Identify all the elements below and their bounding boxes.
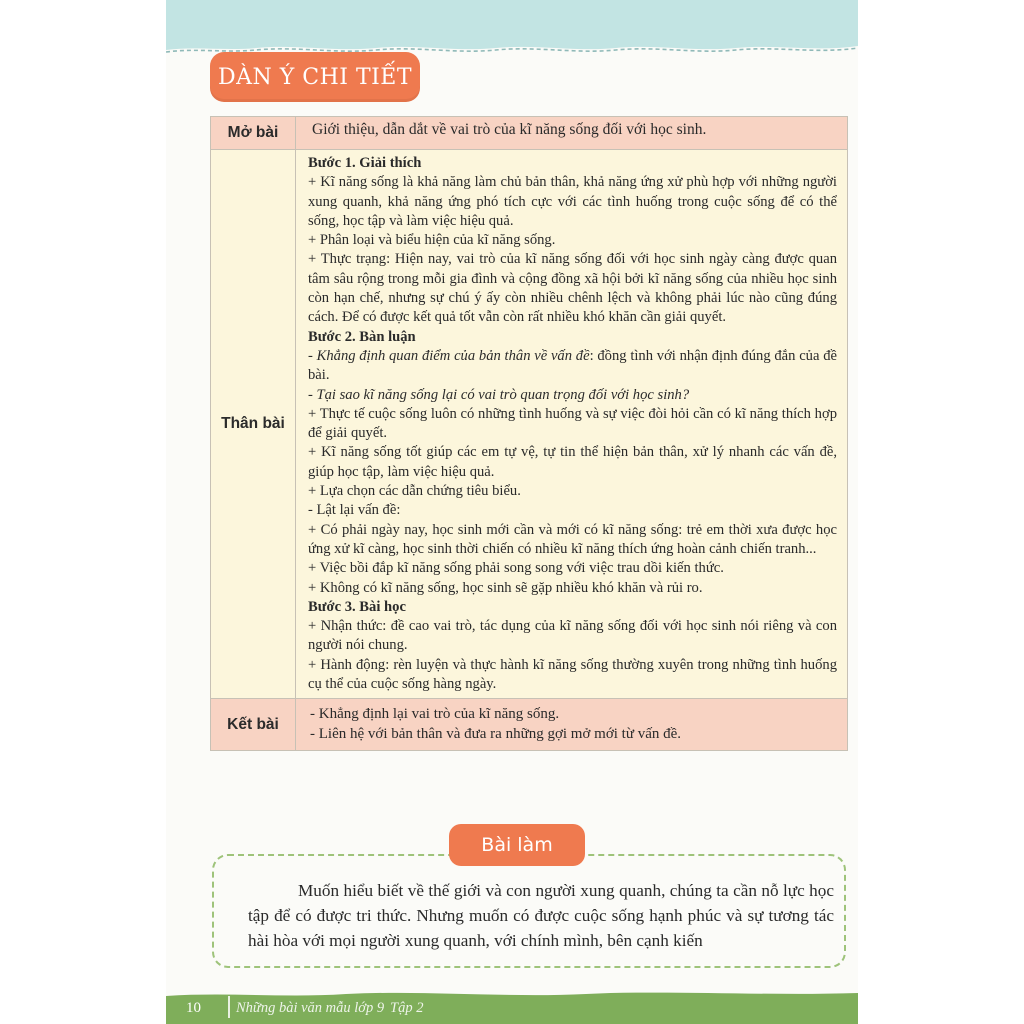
step-1-heading: Bước 1. Giải thích bbox=[308, 155, 422, 171]
conclusion-content bbox=[296, 699, 848, 751]
list-item: + Việc bồi đắp kĩ năng sống phải song song với việc trau dồi kiến thức. bbox=[308, 560, 724, 577]
list-item: + Kĩ năng sống tốt giúp các em tự vệ, tự tin thể hiện bản thân, xử lý nhanh các vấn đề, giúp học tập, làm việc hiệu quả. bbox=[308, 444, 837, 480]
list-item: + Nhận thức: đề cao vai trò, tác dụng của kĩ năng sống đối với học sinh nói riêng và con người nói chung. bbox=[308, 618, 837, 654]
list-item: + Lựa chọn các dẫn chứng tiêu biểu. bbox=[308, 483, 521, 500]
essay-paragraph bbox=[248, 878, 834, 953]
outline-title-badge bbox=[210, 52, 420, 102]
list-item bbox=[308, 347, 837, 386]
conclusion-label: Kết bài bbox=[211, 699, 296, 751]
page-number: 10 bbox=[186, 1000, 201, 1016]
book-page bbox=[166, 0, 858, 1024]
list-item: - Khẳng định lại vai trò của kĩ năng sống. bbox=[310, 706, 560, 723]
list-item: + Hành động: rèn luyện và thực hành kĩ năng sống thường xuyên trong những tình huống cụ thể của cuộc sống hàng ngày. bbox=[308, 656, 837, 693]
step-3-heading: Bước 3. Bài học bbox=[308, 598, 406, 615]
outline-title: DÀN Ý CHI TIẾT bbox=[217, 64, 413, 90]
table-row-body bbox=[211, 150, 848, 699]
footer-divider bbox=[228, 996, 230, 1018]
book-title: Những bài văn mẫu lớp 9 bbox=[236, 1000, 385, 1016]
essay-title-badge bbox=[449, 824, 585, 866]
list-item: + Có phải ngày nay, học sinh mới cần và mới có kĩ năng sống: trẻ em thời xưa được học ứng xử kĩ càng, học sinh thời chiến có nhiều kĩ năng thích ứng hoàn cảnh chiến tranh... bbox=[308, 521, 837, 557]
essay-title: Bài làm bbox=[481, 834, 553, 856]
italic-lead: - Khẳng định quan điểm của bản thân về vấn đề bbox=[308, 347, 590, 364]
list-item: - Tại sao kĩ năng sống lại có vai trò quan trọng đối với học sinh? bbox=[308, 386, 690, 403]
body-content bbox=[296, 150, 848, 699]
intro-label: Mở bài bbox=[211, 117, 296, 150]
essay-text: Muốn hiểu biết về thế giới và con người xung quanh, chúng ta cần nỗ lực học tập để có được tri thức. Nhưng muốn có được cuộc sống hạnh phúc và sự tương tác hài hòa với mọi người xung quanh, với chính mình, bên cạnh kiến bbox=[248, 881, 834, 950]
list-item: + Phân loại và biểu hiện của kĩ năng sống. bbox=[308, 232, 556, 249]
list-item: + Thực trạng: Hiện nay, vai trò của kĩ năng sống đối với học sinh ngày càng được quan tâm sâu rộng trong mỗi gia đình và cộng đồng xã hội bởi kĩ năng sống của nhiều học sinh còn hạn chế, nhưng sự chú ý ấy còn nhiều chênh lệch và không phải lúc nào cũng đúng cách. Để có được kết quả tốt vẫn còn rất nhiều khó khăn cần giải quyết. bbox=[308, 251, 837, 326]
list-item: - Liên hệ với bản thân và đưa ra những gợi mở mới từ vấn đề. bbox=[310, 725, 682, 742]
table-row-conclusion bbox=[211, 699, 848, 751]
list-item: + Không có kĩ năng sống, học sinh sẽ gặp nhiều khó khăn và rủi ro. bbox=[308, 579, 703, 596]
volume-label: Tập 2 bbox=[390, 1000, 424, 1016]
list-item-rest: : đồng tình với nhận định đúng đắn của đề bài. bbox=[308, 347, 837, 384]
list-item: + Thực tế cuộc sống luôn có những tình huống và sự việc đòi hỏi cần có kĩ năng thích hợp để giải quyết. bbox=[308, 405, 837, 442]
outline-table bbox=[210, 116, 848, 751]
table-row-intro bbox=[211, 117, 848, 150]
intro-text: Giới thiệu, dẫn dắt về vai trò của kĩ năng sống đối với học sinh. bbox=[296, 117, 848, 150]
body-label: Thân bài bbox=[211, 150, 296, 699]
list-item: + Kĩ năng sống là khả năng làm chủ bản thân, khả năng ứng xử phù hợp với những người xung quanh, khả năng ứng phó tích cực với các tình huống trong cuộc sống để có thể sống, học tập và làm việc hiệu quả. bbox=[308, 174, 837, 229]
list-item: - Lật lại vấn đề: bbox=[308, 502, 401, 519]
step-2-heading: Bước 2. Bàn luận bbox=[308, 328, 416, 345]
